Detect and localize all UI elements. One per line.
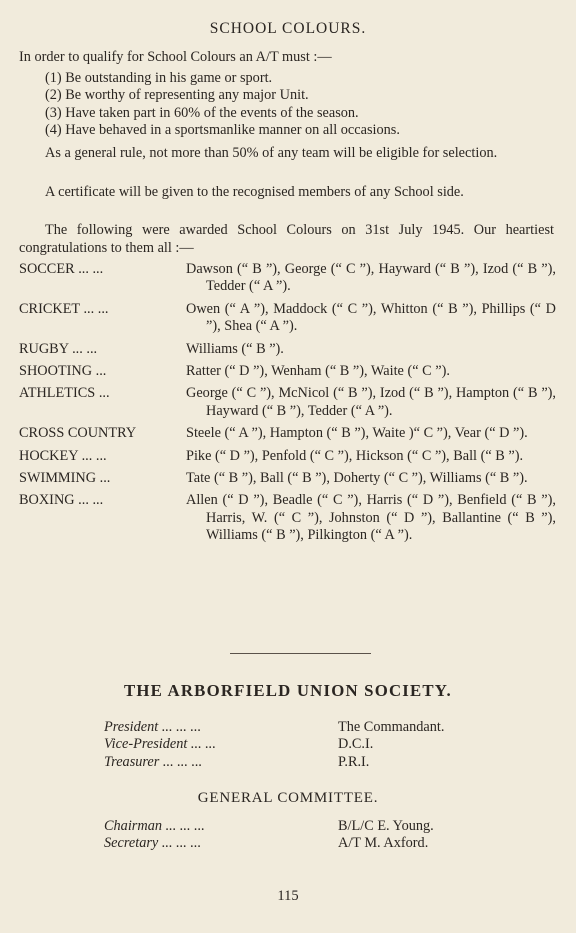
eligibility-paragraph: As a general rule, not more than 50% of any team will be eligible for selection. bbox=[45, 145, 498, 161]
award-row-hockey bbox=[19, 448, 556, 465]
officer-role: Treasurer ... ... ... bbox=[104, 753, 203, 770]
award-sport: CROSS COUNTRY bbox=[19, 425, 137, 442]
award-row-soccer bbox=[19, 261, 556, 296]
criterion-item: (3) Have taken part in 60% of the events of the season. bbox=[45, 104, 359, 121]
committee-holder: B/L/C E. Young. bbox=[338, 818, 434, 834]
certificate-paragraph: A certificate will be given to the recognised members of any School side. bbox=[45, 184, 464, 200]
intro-paragraph: In order to qualify for School Colours an A/T must :— bbox=[19, 49, 332, 65]
award-row-shooting bbox=[19, 363, 556, 380]
award-row-cross-country bbox=[19, 425, 556, 442]
award-row-boxing bbox=[19, 492, 556, 544]
award-sport: HOCKEY ... ... bbox=[19, 447, 107, 464]
section-divider bbox=[230, 653, 371, 654]
award-names: Williams (“ B ”). bbox=[186, 340, 284, 357]
officer-row bbox=[104, 754, 524, 771]
committee-list bbox=[104, 818, 524, 853]
committee-title: GENERAL COMMITTEE. bbox=[197, 790, 379, 806]
officer-row bbox=[104, 719, 524, 736]
society-title: THE ARBORFIELD UNION SOCIETY. bbox=[124, 681, 452, 700]
award-row-swimming bbox=[19, 470, 556, 487]
award-names: Pike (“ D ”), Penfold (“ C ”), Hickson (“ C ”), Ball (“ B ”). bbox=[186, 447, 524, 464]
award-names: Dawson (“ B ”), George (“ C ”), Hayward (“ B ”), Izod (“ B ”), Tedder (“ A ”). bbox=[186, 261, 556, 295]
officer-role: President ... ... ... bbox=[104, 719, 202, 735]
award-names: Owen (“ A ”), Maddock (“ C ”), Whitton (“ B ”), Phillips (“ D ”), Shea (“ A ”). bbox=[186, 300, 556, 335]
page-number: 115 bbox=[277, 888, 299, 904]
awarded-paragraph: The following were awarded School Colours on 31st July 1945. Our heartiest congratulations to them all :— bbox=[19, 222, 554, 256]
award-row-rugby bbox=[19, 341, 556, 358]
awards-list bbox=[19, 261, 556, 550]
criteria-list bbox=[45, 70, 555, 140]
award-names: George (“ C ”), McNicol (“ B ”), Izod (“ B ”), Hampton (“ B ”), Hayward (“ B ”), Tedder (“ A ”). bbox=[186, 385, 556, 419]
committee-role: Chairman ... ... ... bbox=[104, 818, 205, 834]
award-names: Ratter (“ D ”), Wenham (“ B ”), Waite (“ C ”). bbox=[186, 363, 450, 380]
committee-holder: A/T M. Axford. bbox=[338, 835, 429, 852]
committee-row bbox=[104, 835, 524, 852]
award-sport: ATHLETICS ... bbox=[19, 385, 110, 402]
officer-role: Vice-President ... ... bbox=[104, 736, 216, 753]
officer-row bbox=[104, 736, 524, 753]
award-sport: CRICKET ... ... bbox=[19, 300, 109, 317]
award-sport: SWIMMING ... bbox=[19, 470, 111, 487]
school-colours-title: SCHOOL COLOURS. bbox=[209, 20, 367, 37]
award-row-cricket bbox=[19, 301, 556, 336]
criterion-item: (2) Be worthy of representing any major Unit. bbox=[45, 87, 309, 104]
officer-holder: The Commandant. bbox=[338, 719, 445, 735]
officer-holder: D.C.I. bbox=[338, 736, 374, 753]
award-sport: BOXING ... ... bbox=[19, 492, 104, 509]
award-sport: RUGBY ... ... bbox=[19, 340, 98, 357]
award-sport: SOCCER ... ... bbox=[19, 261, 104, 277]
award-row-athletics bbox=[19, 385, 556, 420]
criterion-item: (1) Be outstanding in his game or sport. bbox=[45, 70, 273, 86]
award-names: Tate (“ B ”), Ball (“ B ”), Doherty (“ C ”), Williams (“ B ”). bbox=[186, 470, 528, 487]
award-names: Steele (“ A ”), Hampton (“ B ”), Waite )“ C ”), Vear (“ D ”). bbox=[186, 425, 528, 442]
officer-holder: P.R.I. bbox=[338, 753, 370, 770]
criterion-item: (4) Have behaved in a sportsmanlike manner on all occasions. bbox=[45, 122, 400, 139]
officers-list bbox=[104, 719, 524, 771]
award-sport: SHOOTING ... bbox=[19, 363, 107, 380]
committee-row bbox=[104, 818, 524, 835]
award-names: Allen (“ D ”), Beadle (“ C ”), Harris (“ D ”), Benfield (“ B ”), Harris, W. (“ C ”), Johnston (“ D ”), Ballantine (“ B ”), Williams (“ B ”), Pilkington (“ A ”). bbox=[186, 492, 556, 544]
committee-role: Secretary ... ... ... bbox=[104, 835, 202, 852]
